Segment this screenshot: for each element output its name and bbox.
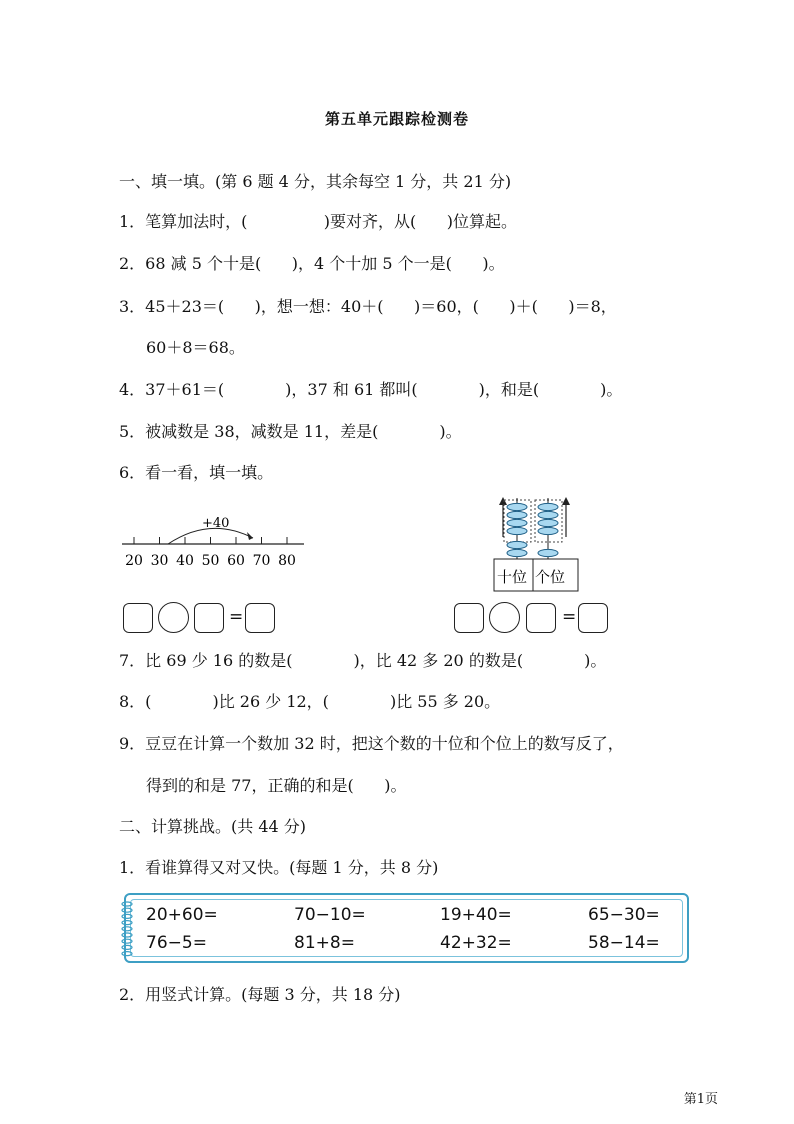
calc-item[interactable]: 76−5= [146, 933, 207, 953]
answer-box-3[interactable] [245, 603, 275, 633]
abacus-beads [507, 503, 558, 556]
number-line-tick-label: 30 [150, 553, 169, 569]
calc-item[interactable]: 70−10= [294, 905, 366, 925]
question-6: 6．看一看，填一填。 [119, 463, 274, 482]
answer-box-5[interactable] [526, 603, 556, 633]
calc-item[interactable]: 81+8= [294, 933, 355, 953]
ones-label: 个位 [535, 568, 566, 586]
section1-heading: 一、填一填。(第 6 题 4 分，其余每空 1 分，共 21 分) [119, 172, 512, 191]
question-3-line1: 3．45＋23＝( )，想一想：40＋( )＝60，( )＋( )＝8， [119, 297, 617, 316]
number-line-tick-label: 70 [252, 553, 271, 569]
spiral-ring [122, 921, 132, 925]
question-1: 1．笔算加法时，( )要对齐，从( )位算起。 [119, 212, 517, 231]
number-line-tick-label: 20 [125, 553, 143, 569]
tens-bead [507, 541, 527, 548]
ones-bead [538, 527, 558, 534]
ones-bead [538, 511, 558, 518]
spiral-ring [122, 908, 132, 912]
tens-bead [507, 503, 527, 510]
ones-bead [538, 503, 558, 510]
equals-sign-1: = [229, 607, 244, 627]
operator-circle-1[interactable] [158, 602, 189, 633]
number-line-figure [118, 508, 308, 578]
number-line-tick-label: 50 [201, 553, 220, 569]
calc-question-1: 1．看谁算得又对又快。(每题 1 分，共 8 分) [119, 858, 439, 877]
tens-bead [507, 549, 527, 556]
question-7: 7．比 69 少 16 的数是( )，比 42 多 20 的数是( )。 [119, 651, 607, 670]
answer-box-4[interactable] [454, 603, 484, 633]
number-line-ticks [125, 537, 296, 569]
calc-item[interactable]: 58−14= [588, 933, 660, 953]
answer-box-6[interactable] [578, 603, 608, 633]
calc-item[interactable]: 19+40= [440, 905, 512, 925]
spiral-ring [122, 933, 132, 937]
question-2: 2．68 减 5 个十是( )，4 个十加 5 个一是( )。 [119, 254, 505, 273]
question-9-line1: 9．豆豆在计算一个数加 32 时，把这个数的十位和个位上的数写反了， [119, 734, 624, 753]
tens-label: 十位 [497, 568, 528, 586]
calc-question-2: 2．用竖式计算。(每题 3 分，共 18 分) [119, 985, 401, 1004]
section2-heading: 二、计算挑战。(共 44 分) [119, 817, 307, 836]
calc-item[interactable]: 42+32= [440, 933, 512, 953]
answer-box-2[interactable] [194, 603, 224, 633]
question-5: 5．被减数是 38，减数是 11，差是( )。 [119, 422, 462, 441]
spiral-ring [122, 952, 132, 956]
tens-bead [507, 519, 527, 526]
ones-bead [538, 549, 558, 556]
tens-bead [507, 527, 527, 534]
page-title: 第五单元跟踪检测卷 [324, 110, 469, 128]
question-8: 8．( )比 26 少 12，( )比 55 多 20。 [119, 692, 501, 711]
number-line-tick-label: 80 [278, 553, 296, 569]
number-line-tick-label: 40 [176, 553, 194, 569]
jump-label: +40 [202, 516, 230, 531]
ones-bead [538, 519, 558, 526]
operator-circle-2[interactable] [489, 602, 520, 633]
left-arrow-icon [499, 497, 507, 505]
calc-item[interactable]: 65−30= [588, 905, 660, 925]
question-3-line2: 60＋8＝68。 [146, 338, 245, 357]
spiral-ring [122, 914, 132, 918]
spiral-ring [122, 902, 132, 906]
answer-box-1[interactable] [123, 603, 153, 633]
spiral-ring [122, 945, 132, 949]
question-9-line2: 得到的和是 77，正确的和是( )。 [146, 776, 407, 795]
notebook-spiral-icon [120, 901, 134, 959]
equals-sign-2: = [562, 607, 577, 627]
number-line-tick-label: 60 [227, 553, 245, 569]
question-4: 4．37＋61＝( )，37 和 61 都叫( )，和是( )。 [119, 380, 623, 399]
abacus-figure [488, 493, 588, 595]
tens-bead [507, 511, 527, 518]
calc-item[interactable]: 20+60= [146, 905, 218, 925]
mental-math-card [124, 893, 689, 963]
page-number: 第1页 [683, 1092, 718, 1107]
spiral-ring [122, 939, 132, 943]
right-arrow-icon [562, 497, 570, 505]
spiral-ring [122, 927, 132, 931]
